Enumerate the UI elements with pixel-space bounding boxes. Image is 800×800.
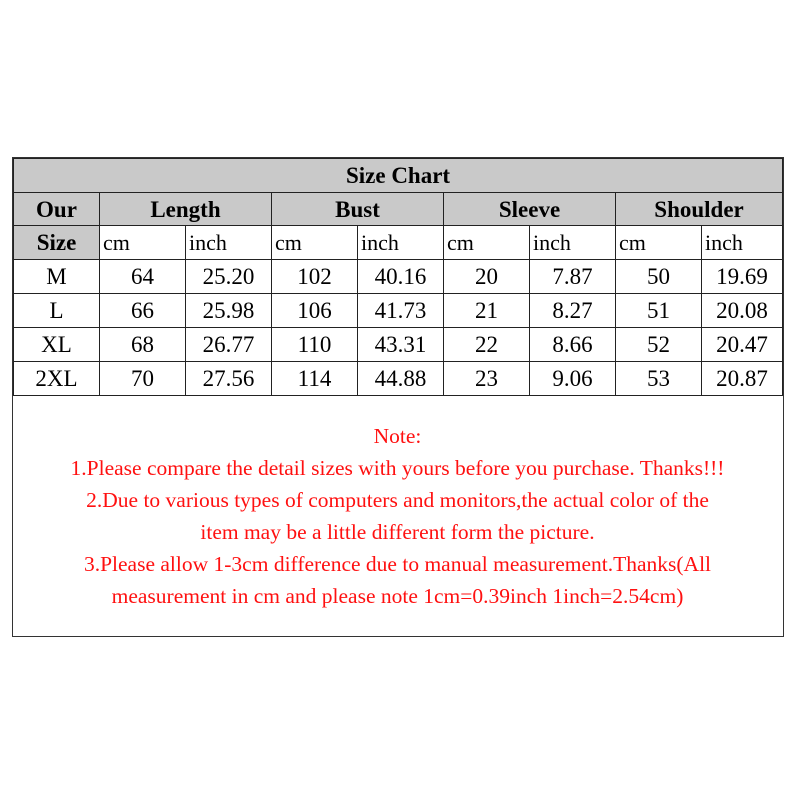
note-line: 3.Please allow 1-3cm difference due to manual measurement.Thanks(All	[83, 552, 712, 576]
table-row	[14, 260, 783, 294]
sleeve-inch-cell: 8.66	[530, 328, 616, 362]
size-table	[13, 158, 783, 396]
sleeve-cm-cell: 21	[444, 294, 530, 328]
unit-shoulder-cm: cm	[616, 226, 702, 260]
size-cell: XL	[14, 328, 100, 362]
length-cm-cell: 66	[100, 294, 186, 328]
shoulder-inch-cell: 20.47	[702, 328, 783, 362]
bust-inch-cell: 41.73	[358, 294, 444, 328]
length-cm-cell: 70	[100, 362, 186, 396]
group-header-shoulder: Shoulder	[616, 193, 783, 226]
table-row	[14, 362, 783, 396]
shoulder-inch-cell: 20.87	[702, 362, 783, 396]
length-inch-cell: 25.20	[186, 260, 272, 294]
shoulder-cm-cell: 50	[616, 260, 702, 294]
unit-shoulder-inch: inch	[702, 226, 783, 260]
sleeve-inch-cell: 7.87	[530, 260, 616, 294]
size-cell: L	[14, 294, 100, 328]
group-header-bust: Bust	[272, 193, 444, 226]
unit-sleeve-inch: inch	[530, 226, 616, 260]
size-header-bottom: Size	[14, 226, 100, 260]
bust-inch-cell: 43.31	[358, 328, 444, 362]
unit-bust-cm: cm	[272, 226, 358, 260]
note-line: 1.Please compare the detail sizes with yours before you purchase. Thanks!!!	[70, 456, 725, 480]
sleeve-inch-cell: 8.27	[530, 294, 616, 328]
chart-title: Size Chart	[14, 159, 783, 193]
bust-cm-cell: 114	[272, 362, 358, 396]
length-cm-cell: 64	[100, 260, 186, 294]
sleeve-cm-cell: 22	[444, 328, 530, 362]
unit-length-inch: inch	[186, 226, 272, 260]
note-line: item may be a little different form the picture.	[200, 520, 595, 544]
shoulder-cm-cell: 52	[616, 328, 702, 362]
table-row	[14, 328, 783, 362]
group-header-sleeve: Sleeve	[444, 193, 616, 226]
length-inch-cell: 27.56	[186, 362, 272, 396]
shoulder-cm-cell: 51	[616, 294, 702, 328]
shoulder-inch-cell: 19.69	[702, 260, 783, 294]
bust-inch-cell: 40.16	[358, 260, 444, 294]
size-chart-frame	[12, 157, 784, 637]
size-header-top: Our	[14, 193, 100, 226]
group-header-length: Length	[100, 193, 272, 226]
sleeve-cm-cell: 20	[444, 260, 530, 294]
bust-cm-cell: 102	[272, 260, 358, 294]
bust-cm-cell: 106	[272, 294, 358, 328]
sleeve-cm-cell: 23	[444, 362, 530, 396]
note-heading: Note:	[373, 424, 422, 448]
unit-bust-inch: inch	[358, 226, 444, 260]
size-cell: 2XL	[14, 362, 100, 396]
notes-block	[13, 420, 782, 612]
unit-length-cm: cm	[100, 226, 186, 260]
table-row	[14, 294, 783, 328]
shoulder-inch-cell: 20.08	[702, 294, 783, 328]
note-line: 2.Due to various types of computers and monitors,the actual color of the	[86, 488, 709, 512]
bust-inch-cell: 44.88	[358, 362, 444, 396]
sleeve-inch-cell: 9.06	[530, 362, 616, 396]
shoulder-cm-cell: 53	[616, 362, 702, 396]
size-cell: M	[14, 260, 100, 294]
bust-cm-cell: 110	[272, 328, 358, 362]
length-inch-cell: 25.98	[186, 294, 272, 328]
length-cm-cell: 68	[100, 328, 186, 362]
note-line: measurement in cm and please note 1cm=0.39inch 1inch=2.54cm)	[111, 584, 684, 608]
unit-sleeve-cm: cm	[444, 226, 530, 260]
length-inch-cell: 26.77	[186, 328, 272, 362]
